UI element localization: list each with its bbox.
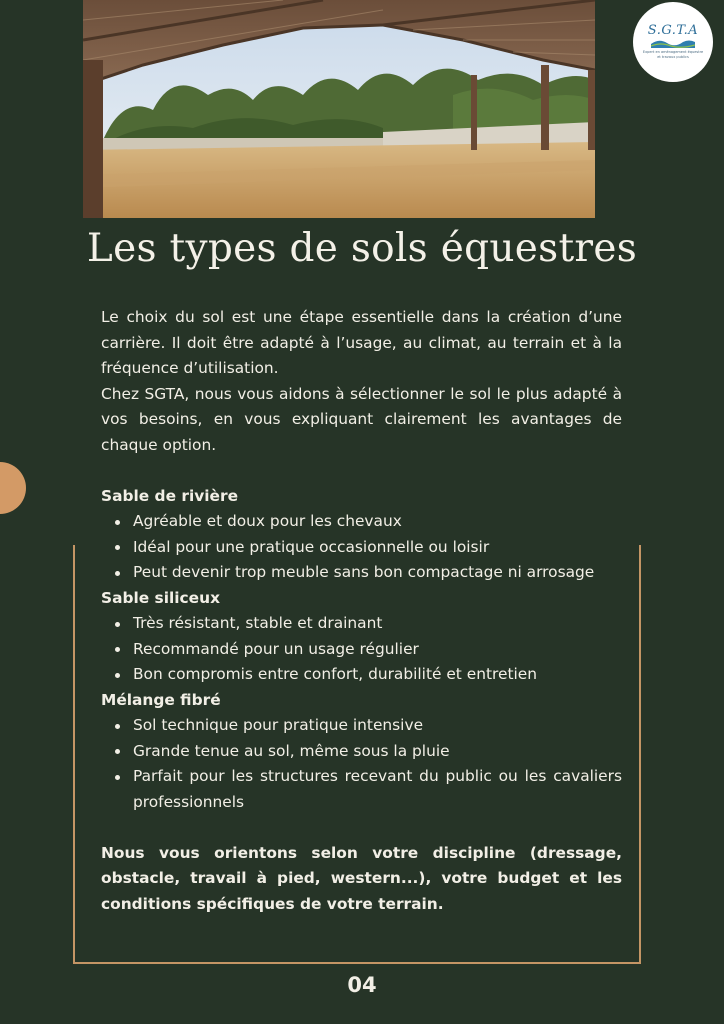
list-item: Très résistant, stable et drainant (101, 611, 622, 637)
logo-tagline: Expert en aménagement équestre et travaux publics (642, 50, 704, 59)
decorative-circle (0, 462, 26, 514)
covered-arena-photo (83, 0, 595, 218)
list-item: Agréable et doux pour les chevaux (101, 509, 622, 535)
list-item: Grande tenue au sol, même sous la pluie (101, 739, 622, 765)
section-heading-melange-fibre: Mélange fibré (101, 690, 221, 709)
page-title: Les types de sols équestres (86, 226, 638, 271)
list-melange-fibre (101, 713, 622, 815)
list-sable-siliceux (101, 611, 622, 688)
section-heading-sable-siliceux: Sable siliceux (101, 588, 220, 607)
list-item: Idéal pour une pratique occasionnelle ou loisir (101, 535, 622, 561)
closing-paragraph: Nous vous orientons selon votre discipline (dressage, obstacle, travail à pied, western...), votre budget et les conditions spécifiques de votre terrain. (101, 843, 622, 913)
list-item: Sol technique pour pratique intensive (101, 713, 622, 739)
main-content (101, 305, 622, 917)
logo-name: S.G.T.A (647, 23, 699, 38)
logo-wave-icon (651, 38, 695, 48)
list-item: Recommandé pour un usage régulier (101, 637, 622, 663)
section-heading-sable-riviere: Sable de rivière (101, 486, 239, 505)
list-item: Bon compromis entre confort, durabilité et entretien (101, 662, 622, 688)
list-item: Parfait pour les structures recevant du public ou les cavaliers professionnels (101, 764, 622, 815)
intro-paragraph-2: Chez SGTA, nous vous aidons à sélectionner le sol le plus adapté à vos besoins, en vous expliquant clairement les avantages de chaque option. (101, 384, 622, 454)
page-number: 04 (347, 973, 377, 997)
intro-paragraph-1: Le choix du sol est une étape essentielle dans la création d’une carrière. Il doit être adapté à l’usage, au climat, au terrain et à la fréquence d’utilisation. (101, 308, 622, 377)
sgta-logo (633, 2, 713, 82)
list-sable-riviere (101, 509, 622, 586)
list-item: Peut devenir trop meuble sans bon compactage ni arrosage (101, 560, 622, 586)
